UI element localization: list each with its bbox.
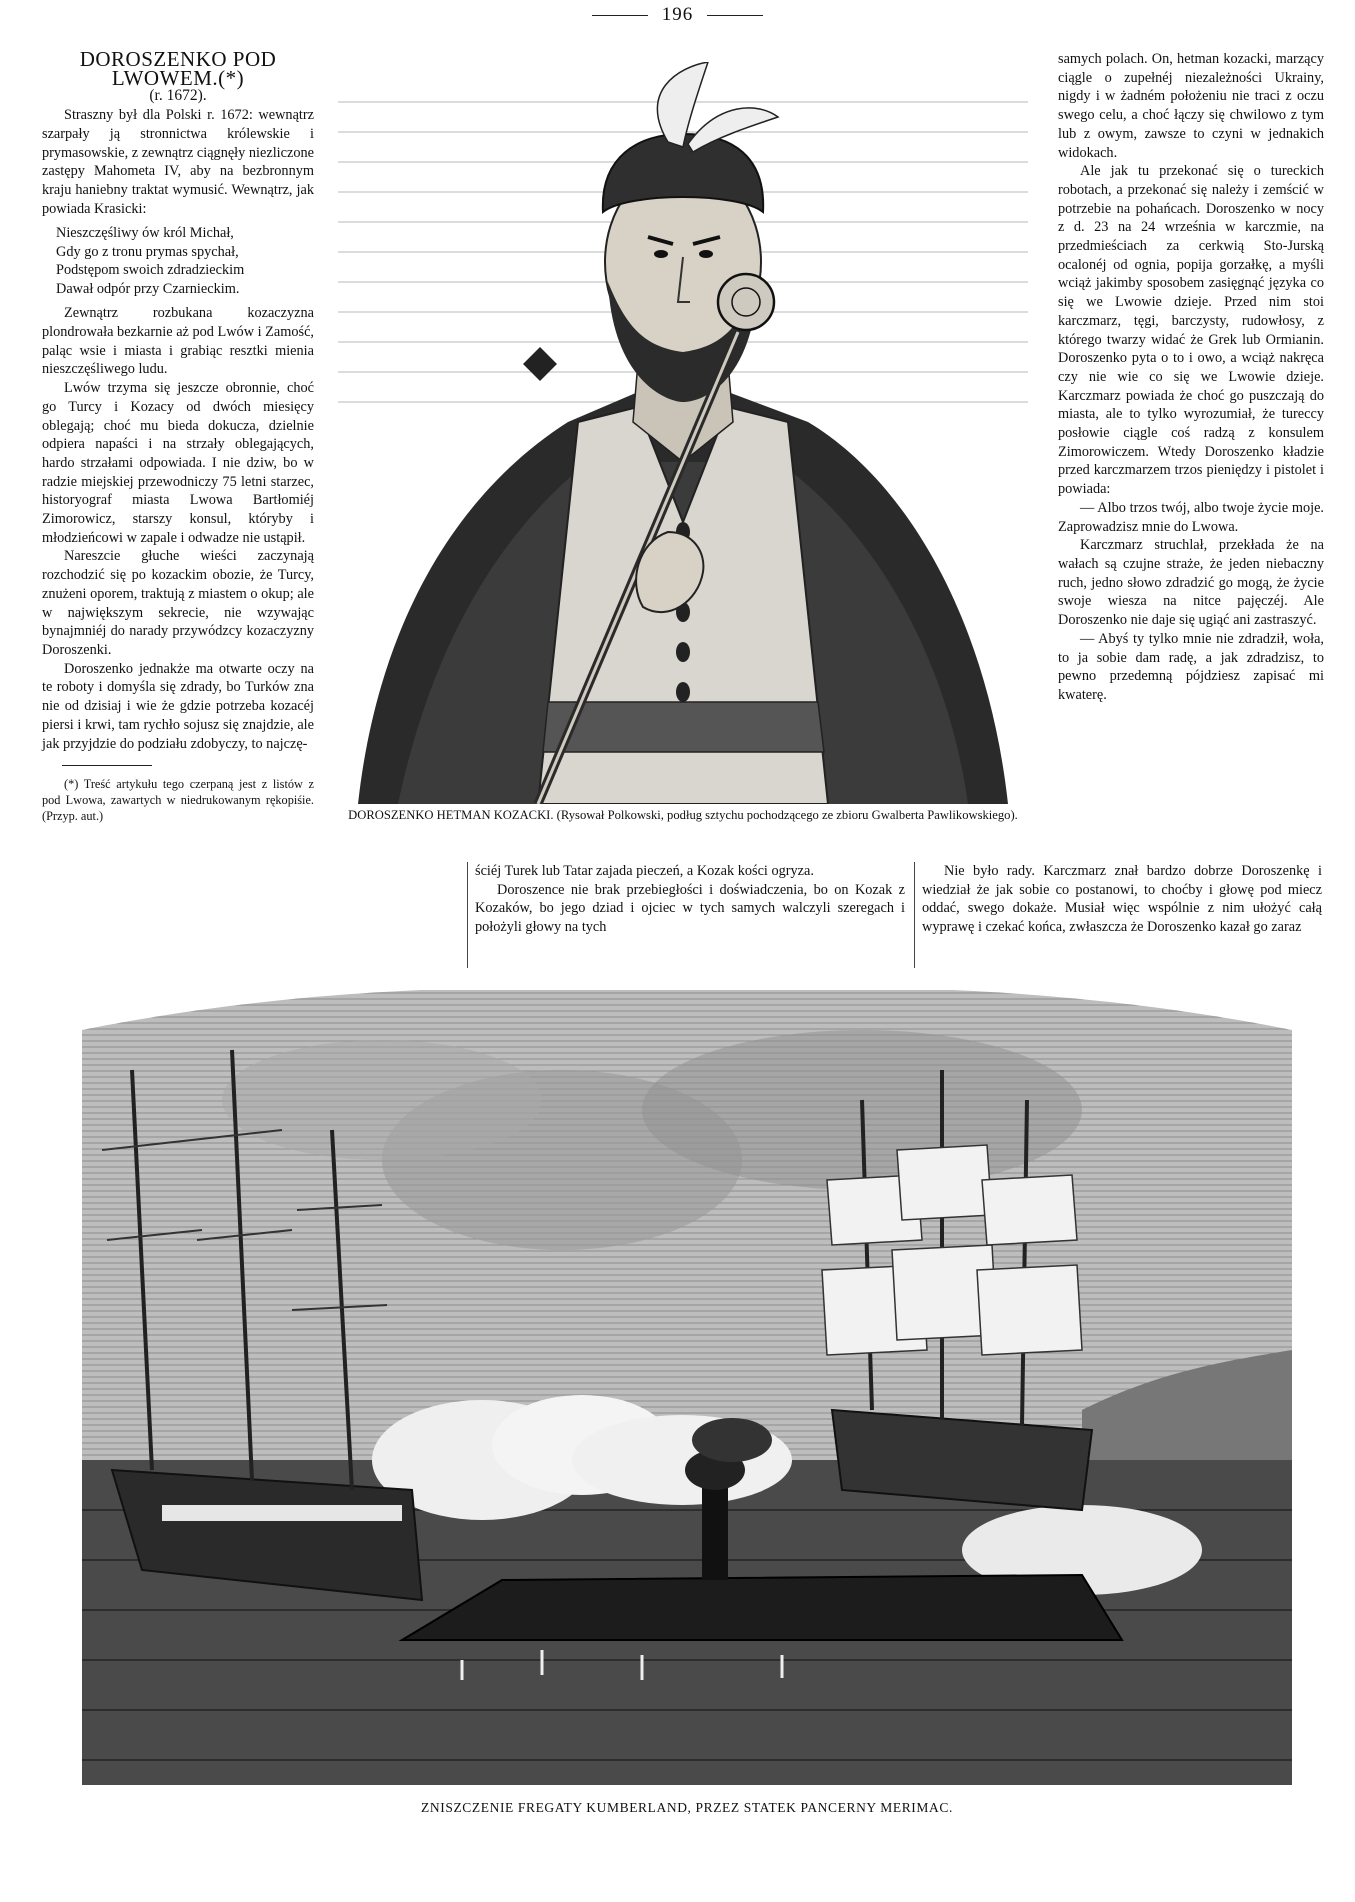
footnote-rule bbox=[62, 765, 152, 766]
column-divider bbox=[914, 862, 915, 968]
article-column-2 bbox=[475, 862, 905, 937]
page-number-rule-right bbox=[707, 15, 763, 16]
page-number: 196 bbox=[0, 4, 1355, 26]
page-number-rule-left bbox=[592, 15, 648, 16]
portrait-caption: DOROSZENKO HETMAN KOZACKI. (Rysował Polkowski, podług sztychu pochodzącego ze zbioru Gwalberta Pawlikowskiego). bbox=[348, 808, 1018, 822]
paragraph: samych polach. On, hetman kozacki, marzący ciągle o zupełnéj niezależności Ukrainy, nigdy i w żadném położeniu nie traci z oczu swego celu, a choć łączy się chwilowo z tym lub z owym, zawsze to czyni w jednakich widokach. bbox=[1058, 51, 1324, 161]
poem-line: Nieszczęśliwy ów król Michał, bbox=[56, 225, 234, 242]
ship-engraving bbox=[82, 990, 1292, 1785]
col1-intro bbox=[42, 106, 314, 218]
engraving-caption: ZNISZCZENIE FREGATY KUMBERLAND, PRZEZ STATEK PANCERNY MERIMAC. bbox=[421, 1800, 953, 1815]
poem-line: Dawał odpór przy Czarnieckim. bbox=[56, 280, 240, 297]
article-subtitle: (r. 1672). bbox=[149, 87, 207, 105]
paragraph: Straszny był dla Polski r. 1672: wewnątrz szarpały ją stronnictwa królewskie i prymasowskie, z zewnątrz ciągnęły niezliczone zastępy Mahometa IV, aby na bezbronnym kraju haniebny traktat wymusić. Wewnątrz, jak powiada Krasicki: bbox=[42, 107, 314, 217]
paragraph: Doroszence nie brak przebiegłości i doświadczenia, bo on Kozak z Kozaków, bo jego dziad i ojciec w tych samych walczyli szeregach i położyli głowy na tych bbox=[475, 881, 905, 936]
paragraph: Ale jak tu przekonać się o tureckich robotach, a przekonać się należy i zemścić w potrzebie na pohańcach. Doroszenko w nocy z d. 23 na 24 września w karczmie, na przedmieściach za cerkwią Sto-Jurską ocalonéj od ognia, popija gorzałkę, a myśli wciąż jakimby sposobem zasięgnąć języka co się we Lwowie dzieje. Przed nim stoi karczmarz, tęgi, barczysty, rudowłosy, z którego twarzy widać że Grek lub Ormianin. Doroszenko pyta o to i owo, a wciąż nakręca czy nie wie co się we Lwowie dzieje. Karczmarz powiada że choć go puszczają do miasta, ale to tylko wyrozumiał, że tureccy posłowie ciągle coś radzą z konsulem Zimorowiczem. Wtedy Doroszenko kładzie przed karczmarzem trzos pieniędzy i pistolet i powiada: bbox=[1058, 163, 1324, 498]
paragraph: Nareszcie głuche wieści zaczynają rozchodzić się po kozackim obozie, że Turcy, znużeni oporem, traktują z miastem o okup; ale w największym sekrecie, nie wzywając bynajmniéj do narady przywódzcy kozaczyzny Doroszenki. bbox=[42, 548, 314, 658]
paragraph: Zewnątrz rozbukana kozaczyzna plondrowała bezkarnie aż pod Lwów i Zamość, paląc wsie i miasta i grabiąc resztki mienia nieszczęśliwego ludu. bbox=[42, 305, 314, 378]
paragraph: Lwów trzyma się jeszcze obronnie, choć go Turcy i Kozacy od dwóch miesięcy oblegają; choć mu bieda dokucza, dzielnie odpiera napaści i na strzały oblegających, hardo strzałami odpowiada. I nie dziw, bo w radzie miejskiej przewodniczy 75 letni starzec, historyograf miasta Lwowa Bartłomiéj Zimorowicz, starszy konsul, któryby i młodzieńcowi w zapale i odwadze nie ustąpił. bbox=[42, 380, 314, 546]
article-title: DOROSZENKO POD LWOWEM.(*) bbox=[79, 47, 277, 90]
paragraph: Doroszenko jednakże ma otwarte oczy na te roboty i domyśla się zdrady, bo Turków zna nie od dzisiaj i wie że gdzie potrzeba kozacéj piersi i krwi, tam rychło sojusz się znajdzie, ale jak przyjdzie do podziału zdobyczy, to najczę- bbox=[42, 660, 314, 752]
paragraph: — Albo trzos twój, albo twoje życie moje. Zaprowadzisz mnie do Lwowa. bbox=[1058, 499, 1324, 535]
footnote: (*) Treść artykułu tego czerpaną jest z listów z pod Lwowa, zawartych w niedrukowanym rękopiśie. (Przyp. aut.) bbox=[42, 777, 314, 824]
article-column-1 bbox=[42, 47, 314, 824]
column-divider bbox=[467, 862, 468, 968]
paragraph: — Abyś ty tylko mnie nie zdradził, woła, to ja sobie dam radę, a jak zdradzisz, to pewno przedemną pójdziesz zapisać mi kwaterę. bbox=[1058, 630, 1324, 703]
poem-line: Podstępom swoich zdradzieckim bbox=[56, 262, 245, 279]
portrait-engraving bbox=[338, 62, 1028, 804]
paragraph: Karczmarz struchlał, przekłada że na wałach są czujne straże, że jeden niebaczny ruch, jedno słowo zdradzić go mogą, że życie swoje wiesza na nitce pajęczéj. Ale Doroszenko nie daje się ugiąć ani zastraszyć. bbox=[1058, 537, 1324, 629]
poem-quote bbox=[56, 224, 314, 298]
article-column-3-continued bbox=[922, 862, 1322, 937]
poem-line: Gdy go z tronu prymas spychał, bbox=[56, 243, 239, 260]
paragraph: ściéj Turek lub Tatar zajada pieczeń, a Kozak kości ogryza. bbox=[475, 863, 814, 879]
article-column-3 bbox=[1058, 50, 1324, 705]
paragraph: Nie było rady. Karczmarz znał bardzo dobrze Doroszenkę i wiedział że jak sobie co postanowi, to choćby i głowę pod miecz oddać, swego dokaże. Musiał więc wspólnie z nim ułożyć całą wyprawę i czekać końca, zwłaszcza że Doroszenko kazał go zaraz bbox=[922, 863, 1322, 936]
